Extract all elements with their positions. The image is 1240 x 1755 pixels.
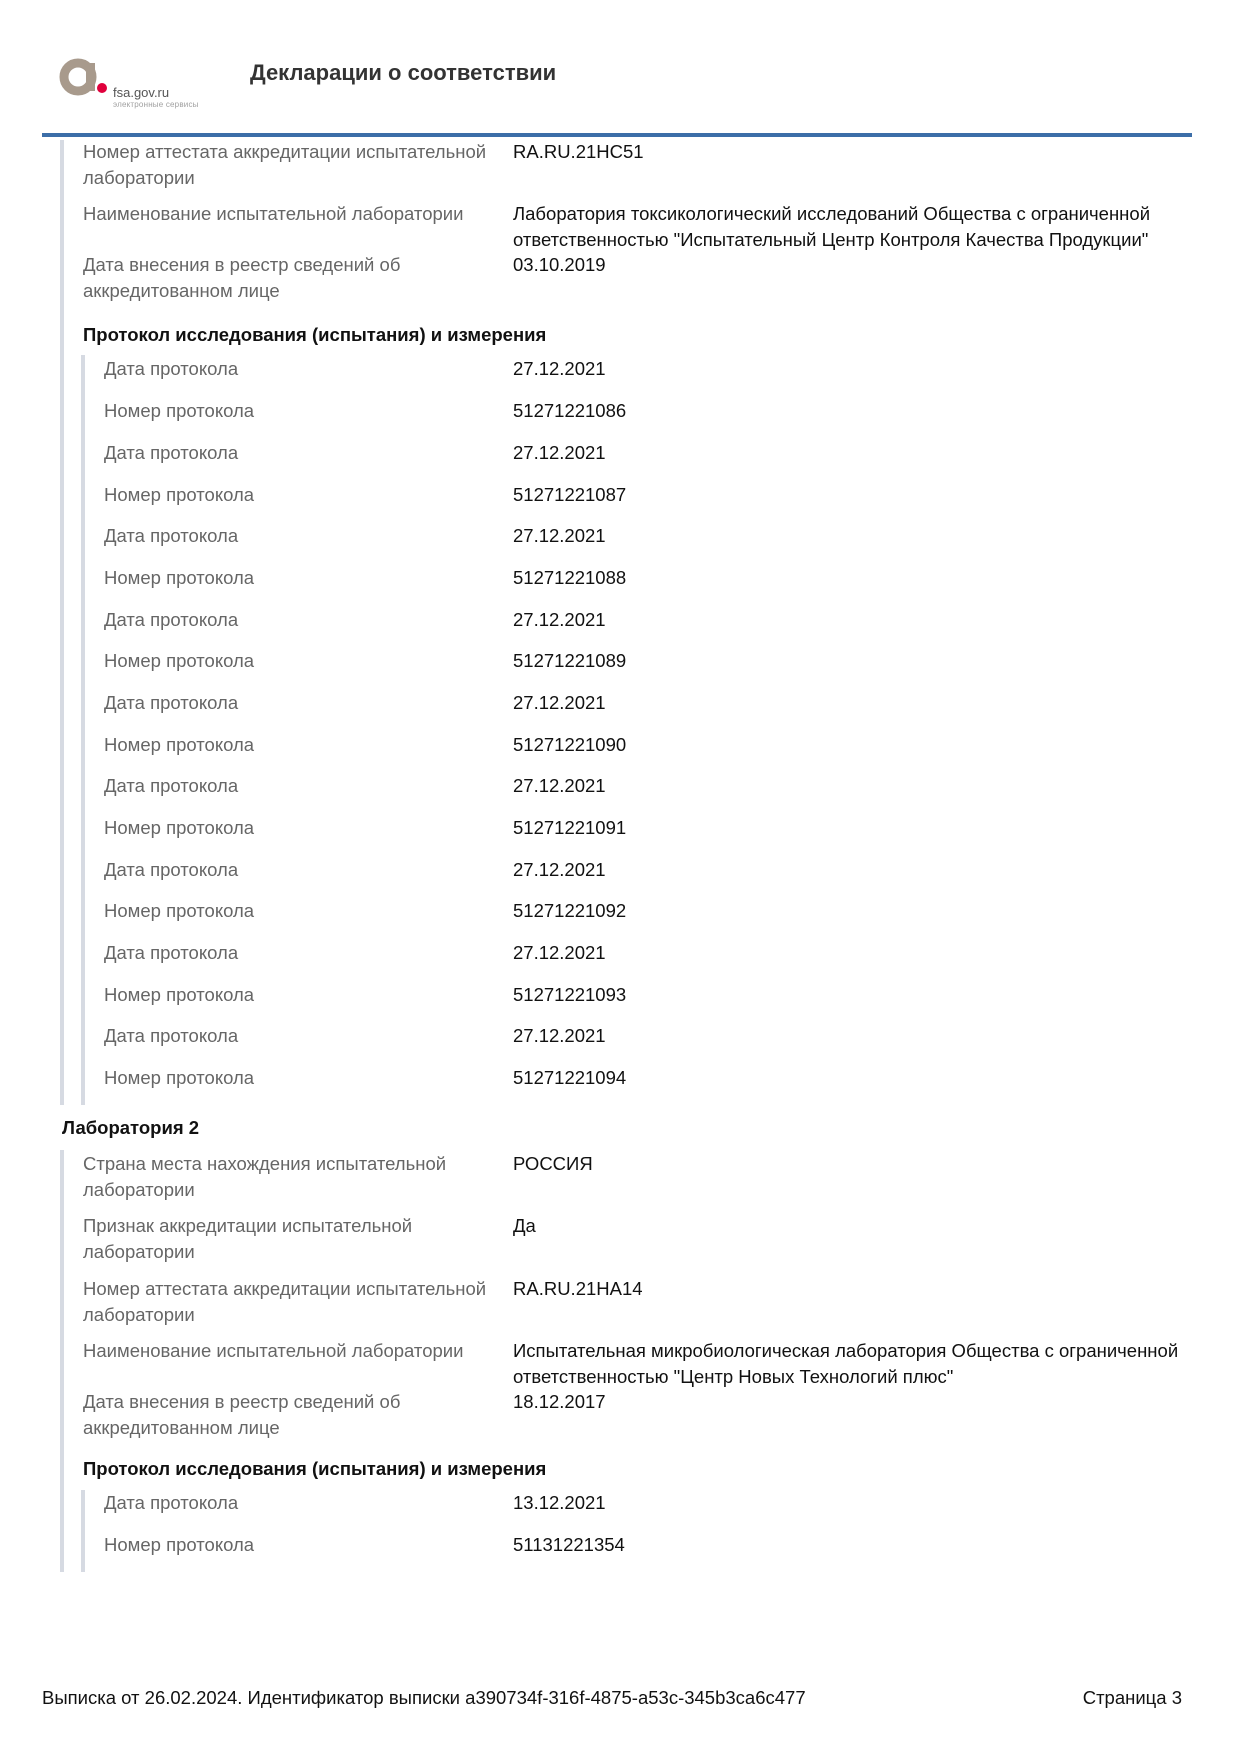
protocol-value: 27.12.2021 bbox=[513, 859, 606, 880]
protocol-label: Номер протокола bbox=[104, 1534, 255, 1555]
protocol-value: 51271221087 bbox=[513, 484, 627, 505]
field-value: Испытательная микробиологическая лаборатория Общества с ограниченной ответственностью "Центр Новых Технологий плюс" bbox=[513, 1340, 1179, 1387]
lab2-title: Лаборатория 2 bbox=[62, 1117, 200, 1138]
protocol-value: 27.12.2021 bbox=[513, 692, 606, 713]
field-value: Лаборатория токсикологический исследований Общества с ограниченной ответственностью "Испытательный Центр Контроля Качества Продукции" bbox=[513, 203, 1151, 250]
protocol-value: 27.12.2021 bbox=[513, 775, 606, 796]
field-label: Наименование испытательной лаборатории bbox=[83, 203, 464, 224]
lab1-section-bar bbox=[60, 140, 64, 1105]
fsa-logo bbox=[58, 55, 208, 115]
protocol-value: 27.12.2021 bbox=[513, 442, 606, 463]
field-label: Наименование испытательной лаборатории bbox=[83, 1340, 464, 1361]
protocol-value: 51271221089 bbox=[513, 650, 627, 671]
protocol-value: 27.12.2021 bbox=[513, 1025, 606, 1046]
page-title: Декларации о соответствии bbox=[250, 60, 557, 85]
protocol-heading: Протокол исследования (испытания) и измерения bbox=[83, 324, 547, 345]
page-number: Страница 3 bbox=[1082, 1687, 1182, 1708]
protocol-value: 51271221092 bbox=[513, 900, 627, 921]
field-label: Дата внесения в реестр сведений об аккредитованном лице bbox=[83, 1391, 401, 1438]
field-label: Признак аккредитации испытательной лаборатории bbox=[83, 1215, 413, 1262]
lab2-section-bar bbox=[60, 1150, 64, 1572]
protocol-value: 27.12.2021 bbox=[513, 942, 606, 963]
field-value: Да bbox=[513, 1215, 536, 1236]
protocol-label: Номер протокола bbox=[104, 400, 255, 421]
protocol-value: 51271221088 bbox=[513, 567, 627, 588]
protocol-label: Номер протокола bbox=[104, 984, 255, 1005]
field-label: Номер аттестата аккредитации испытательной лаборатории bbox=[83, 1278, 487, 1325]
field-label: Номер аттестата аккредитации испытательной лаборатории bbox=[83, 141, 487, 188]
protocol-label: Дата протокола bbox=[104, 1025, 239, 1046]
field-value: 03.10.2019 bbox=[513, 254, 606, 275]
protocol-label: Номер протокола bbox=[104, 734, 255, 755]
logo-domain: fsa.gov.ru bbox=[113, 85, 170, 100]
protocol-label: Номер протокола bbox=[104, 900, 255, 921]
field-label: Дата внесения в реестр сведений об аккредитованном лице bbox=[83, 254, 401, 301]
protocol-value: 51271221091 bbox=[513, 817, 627, 838]
field-value: РОССИЯ bbox=[513, 1153, 593, 1174]
protocol-label: Дата протокола bbox=[104, 358, 239, 379]
fsa-logo-icon bbox=[58, 55, 108, 99]
lab1-protocols-bar bbox=[81, 355, 85, 1105]
protocol-label: Номер протокола bbox=[104, 484, 255, 505]
field-label: Страна места нахождения испытательной лаборатории bbox=[83, 1153, 447, 1200]
protocol-label: Дата протокола bbox=[104, 442, 239, 463]
protocol-label: Дата протокола bbox=[104, 525, 239, 546]
protocol-label: Дата протокола bbox=[104, 859, 239, 880]
protocol-label: Номер протокола bbox=[104, 650, 255, 671]
protocol-label: Дата протокола bbox=[104, 942, 239, 963]
protocol-label: Дата протокола bbox=[104, 775, 239, 796]
protocol-value: 27.12.2021 bbox=[513, 358, 606, 379]
protocol-label: Номер протокола bbox=[104, 567, 255, 588]
protocol-label: Номер протокола bbox=[104, 817, 255, 838]
logo-subtitle: электронные сервисы bbox=[113, 100, 199, 109]
protocol-value: 27.12.2021 bbox=[513, 525, 606, 546]
protocol-value: 51131221354 bbox=[513, 1534, 625, 1555]
field-value: RA.RU.21НС51 bbox=[513, 141, 644, 162]
protocol-value: 13.12.2021 bbox=[513, 1492, 606, 1513]
protocol-label: Дата протокола bbox=[104, 692, 239, 713]
protocol-value: 27.12.2021 bbox=[513, 609, 606, 630]
protocol-value: 51271221090 bbox=[513, 734, 627, 755]
extract-info: Выписка от 26.02.2024. Идентификатор выписки a390734f-316f-4875-a53c-345b3ca6c477 bbox=[42, 1687, 806, 1708]
protocol-label: Дата протокола bbox=[104, 1492, 239, 1513]
protocol-label: Дата протокола bbox=[104, 609, 239, 630]
protocol-value: 51271221093 bbox=[513, 984, 627, 1005]
field-value: RA.RU.21НА14 bbox=[513, 1278, 643, 1299]
lab2-protocols-bar bbox=[81, 1490, 85, 1572]
protocol-heading: Протокол исследования (испытания) и измерения bbox=[83, 1458, 547, 1479]
protocol-label: Номер протокола bbox=[104, 1067, 255, 1088]
protocol-value: 51271221094 bbox=[513, 1067, 627, 1088]
protocol-value: 51271221086 bbox=[513, 400, 627, 421]
field-value: 18.12.2017 bbox=[513, 1391, 606, 1412]
header-divider bbox=[42, 133, 1192, 137]
